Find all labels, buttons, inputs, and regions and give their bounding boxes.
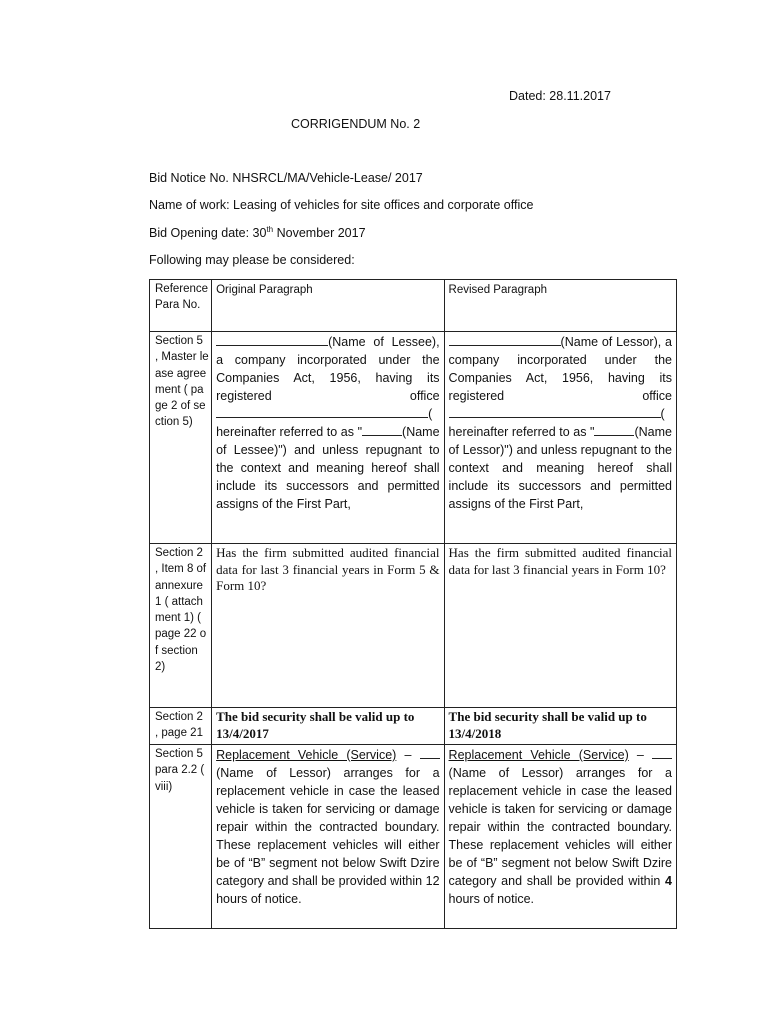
row-revised: The bid security shall be valid up to 13/4/2018 [444,708,676,745]
original-text-part: (Name of Lessee)") and unless repugnant to the context and meaning hereof shall include its successors and permitted assigns of the First Part, [216,425,440,511]
row-revised: Has the firm submitted audited financial data for last 3 financial years in Form 10? [444,544,676,708]
original-text-part: (Name of Lessee), a company incorporated under the Companies Act, 1956, having its registered office [216,335,440,403]
bid-notice-line: Bid Notice No. NHSRCL/MA/Vehicle-Lease/ 2017 [149,171,423,185]
name-of-work-line: Name of work: Leasing of vehicles for site offices and corporate office [149,198,534,212]
bid-opening-suffix: November 2017 [273,226,366,240]
revised-hours: 4 [665,874,672,888]
revised-text-part: (Name of Lessor)") and unless repugnant to the context and meaning hereof shall include its successors and permitted assigns of the First Part, [448,425,672,511]
original-text-part: ( [428,407,433,421]
revised-text-part: hereinafter referred to as " [448,425,595,439]
row-original [212,332,444,544]
original-heading: Replacement Vehicle (Service) [216,748,397,762]
original-text-part: – [396,748,420,762]
row-original [212,745,444,929]
revised-text-part: (Name of Lessor) arranges for a replacement vehicle in case the leased vehicle is taken for servicing or damage repair within the contracted boundary. These replacement vehicles will either be of “B” segment not below Swift Dzire category and shall be provided within [448,766,672,888]
header-reference: Reference Para No. [150,280,212,332]
bid-opening-sup: th [266,225,274,234]
original-text-part: hours of notice. [216,892,302,906]
table-row [150,544,677,708]
original-text-part: (Name of Lessor) arranges for a replacement vehicle in case the leased vehicle is taken for servicing or damage repair within the contracted boundary. These replacement vehicles will either be of “B” segment not below Swift Dzire category and shall be provided within [216,766,440,888]
header-original: Original Paragraph [212,280,444,332]
table-row [150,708,677,745]
table-header-row [150,280,677,332]
corrigendum-title: CORRIGENDUM No. 2 [291,117,421,131]
following-line: Following may please be considered: [149,253,355,267]
revised-text-part: ( [660,407,665,421]
blank-line [449,333,561,346]
bid-opening-line [149,226,366,240]
revised-heading: Replacement Vehicle (Service) [448,748,629,762]
bid-opening-prefix: Bid Opening date: 30 [149,226,267,240]
row-original: The bid security shall be valid up to 13/4/2017 [212,708,444,745]
original-text-part: hereinafter referred to as " [216,425,363,439]
row-reference: Section 5 , Master lease agreement ( page 2 of section 5) [150,332,212,544]
revised-text-part: – [628,748,652,762]
revised-text-part: hours of notice. [448,892,535,906]
row-reference: Section 2 , Item 8 of annexure 1 ( attachment 1) ( page 22 of section 2) [150,544,212,708]
blank-line [420,746,440,759]
dated-line: Dated: 28.11.2017 [509,89,611,103]
header-revised: Revised Paragraph [444,280,676,332]
corrigendum-table [149,279,677,929]
blank-line [449,405,661,418]
blank-line [362,423,402,436]
row-revised [444,332,676,544]
original-hours: 12 [425,874,440,888]
blank-line [652,746,672,759]
blank-line [216,405,428,418]
row-reference: Section 5 para 2.2 ( viii) [150,745,212,929]
row-original: Has the firm submitted audited financial data for last 3 financial years in Form 5 & Form 10? [212,544,444,708]
table-row [150,332,677,544]
table-row [150,745,677,929]
row-reference: Section 2 , page 21 [150,708,212,745]
blank-line [216,333,328,346]
revised-text-part: (Name of Lessor), a company incorporated under the Companies Act, 1956, having its registered office [448,335,672,403]
blank-line [594,423,634,436]
row-revised [444,745,676,929]
